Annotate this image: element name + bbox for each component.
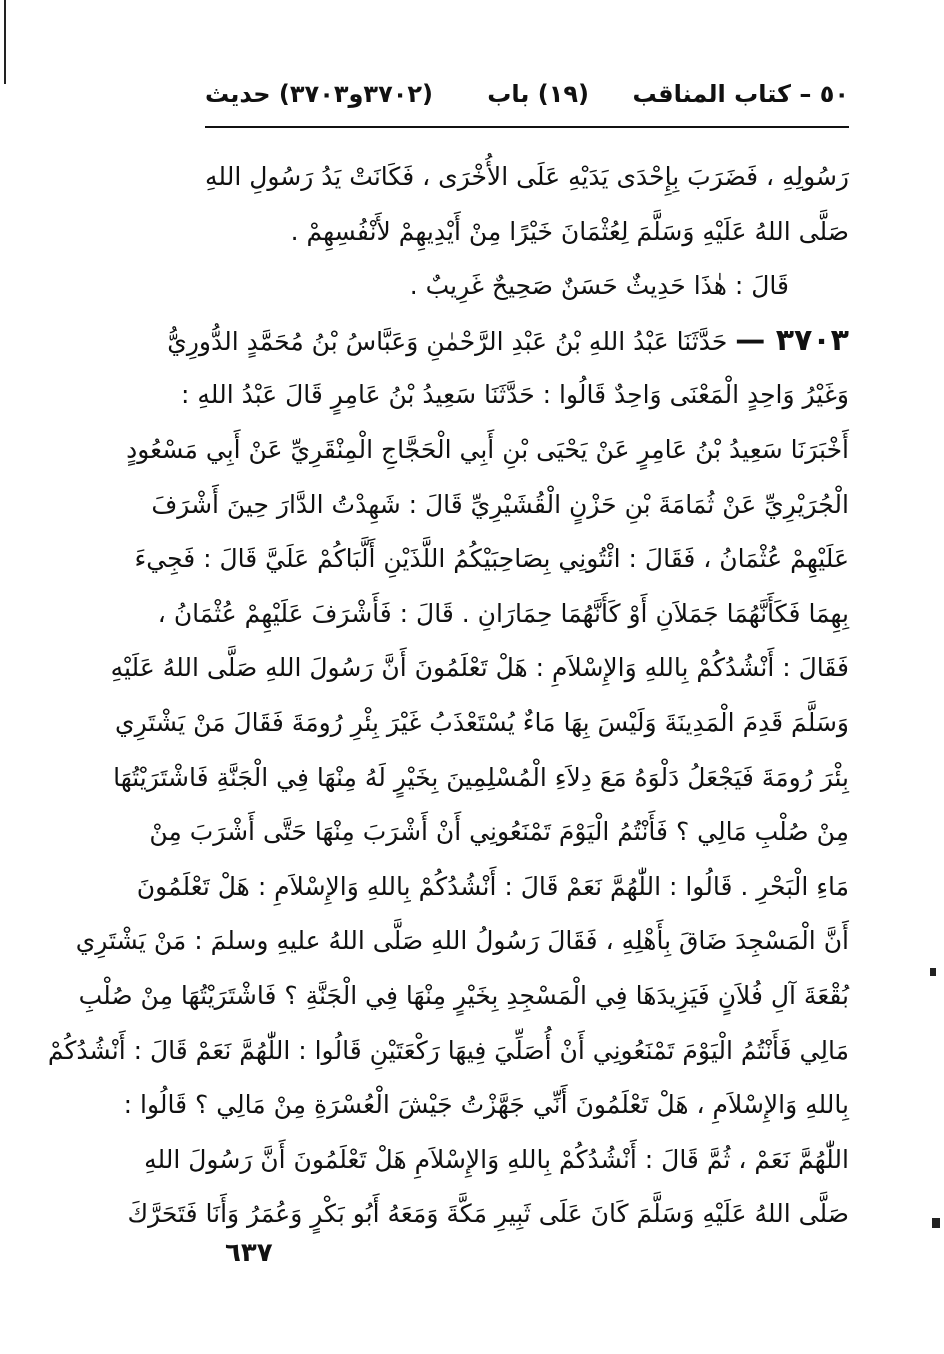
text-line: أَنَّ الْمَسْجِدَ ضَاقَ بِأَهْلِهِ ، فَقَالَ رَسُولُ اللهِ صَلَّى اللهُ عليهِ وسلمَ : مَنْ يَشْتَرِي: [75, 926, 849, 956]
page-number: ٦٣٧: [225, 1238, 273, 1268]
text-line: صَلَّى اللهُ عَلَيْهِ وَسَلَّمَ لِعُثْمَانَ خَيْرًا مِنْ أَيْدِيهِمْ لأَنْفُسِهِمْ .: [290, 216, 849, 246]
text-line: مَاءِ الْبَحْرِ . قَالُوا : اللّٰهُمَّ نَعَمْ قَالَ : أَنْشُدُكُمْ بِاللهِ وَالإِسْلاَمِ : هَلْ تَعْلَمُونَ: [136, 871, 849, 901]
text-line: بِهِمَا فَكَأَنَّهُمَا جَمَلاَنِ أَوْ كَأَنَّهُمَا حِمَارَانِ . قَالَ : فَأَشْرَفَ عَلَيْهِمْ عُثْمَانُ ،: [157, 598, 849, 628]
text-line: وَسَلَّمَ قَدِمَ الْمَدِينَةَ وَلَيْسَ بِهَا مَاءٌ يُسْتَعْذَبُ غَيْرَ بِئْرِ رُومَةَ فَقَالَ مَنْ يَشْتَرِي: [115, 707, 849, 737]
page-header: [205, 80, 849, 120]
text-line: بُقْعَةَ آلِ فُلاَنٍ فَيَزِيدَهَا فِي الْمَسْجِدِ بِخَيْرٍ مِنْهَا فِي الْجَنَّةِ ؟ فَاشْتَرَيْتُهَا مِنْ صُلْبِ: [78, 980, 849, 1010]
scan-edge-mark: [930, 968, 936, 976]
header-chapter: (١٩) باب: [487, 80, 589, 108]
hadith-number: ٣٧٠٣ —: [735, 322, 849, 358]
text-line: أَخْبَرَنَا سَعِيدُ بْنُ عَامِرٍ عَنْ يَحْيَى بْنِ أَبِي الْحَجَّاجِ الْمِنْقَرِيِّ عَنْ أَبِي مَسْعُودٍ: [126, 434, 849, 464]
text-line: بِئْرَ رُومَةَ فَيَجْعَلُ دَلْوَهُ مَعَ دِلاَءِ الْمُسْلِمِينَ بِخَيْرٍ لَهُ مِنْهَا فِي الْجَنَّةِ فَاشْتَرَيْتُهَا: [113, 762, 849, 792]
text-line: مَالِي فَأَنْتُمُ الْيَوْمَ تَمْنَعُونِي أَنْ أُصَلِّيَ فِيهَا رَكْعَتَيْنِ قَالُوا : اللّٰهُمَّ نَعَمْ قَالَ : أَنْشُدُكُمْ: [47, 1035, 849, 1065]
text-line: عَلَيْهِمْ عُثْمَانُ ، فَقَالَ : ائْتُونِي بِصَاحِبَيْكُمُ اللَّذَيْنِ أَلَّبَاكُمْ عَلَيَّ قَالَ : فَجِيءَ: [134, 544, 849, 574]
header-book-title: ٥٠ – كتاب المناقب: [632, 80, 849, 108]
text-line-content: حَدَّثَنَا عَبْدُ اللهِ بْنُ عَبْدِ الرَّحْمٰنِ وَعَبَّاسُ بْنُ مُحَمَّدٍ الدُّورِيُّ: [167, 326, 728, 356]
text-line: رَسُولِهِ ، فَضَرَبَ بِإِحْدَى يَدَيْهِ عَلَى الأُخْرَى ، فَكَانَتْ يَدُ رَسُولِ اللهِ: [205, 162, 849, 191]
text-line: قَالَ : هٰذَا حَدِيثٌ حَسَنٌ صَحِيحٌ غَرِيبٌ .: [409, 271, 789, 301]
text-line: صَلَّى اللهُ عَلَيْهِ وَسَلَّمَ كَانَ عَلَى ثَبِيرِ مَكَّةَ وَمَعَهُ أَبُو بَكْرٍ وَعُمَرُ وَأَنَا فَتَحَرَّكَ: [127, 1199, 849, 1229]
text-line: الْجُرَيْرِيِّ عَنْ ثُمَامَةَ بْنِ حَزْنٍ الْقُشَيْرِيِّ قَالَ : شَهِدْتُ الدَّارَ حِينَ أَشْرَفَ: [151, 489, 849, 519]
hadith-start-line: [167, 314, 849, 369]
text-line: فَقَالَ : أَنْشُدُكُمْ بِاللهِ وَالإِسْلاَمِ : هَلْ تَعْلَمُونَ أَنَّ رَسُولَ اللهِ صَلَّى اللهُ عَلَيْهِ: [110, 653, 849, 683]
header-hadith-range: (٣٧٠٢و٣٧٠٣) حديث: [205, 80, 433, 108]
text-line: وَغَيْرُ وَاحِدٍ الْمَعْنَى وَاحِدٌ قَالُوا : حَدَّثَنَا سَعِيدُ بْنُ عَامِرٍ قَالَ عَبْدُ اللهِ :: [181, 380, 849, 410]
scan-edge-line: [4, 0, 6, 84]
text-line: اللّٰهُمَّ نَعَمْ ، ثُمَّ قَالَ : أَنْشُدُكُمْ بِاللهِ وَالإِسْلاَمِ هَلْ تَعْلَمُونَ أَنَّ رَسُولَ اللهِ: [144, 1144, 849, 1174]
text-line: بِاللهِ وَالإِسْلاَمِ ، هَلْ تَعْلَمُونَ أَنِّي جَهَّزْتُ جَيْشَ الْعُسْرَةِ مِنْ مَالِي ؟ قَالُوا :: [123, 1090, 849, 1120]
scan-edge-mark: [932, 1218, 940, 1228]
header-rule: [205, 126, 849, 128]
body-text: [47, 150, 849, 1242]
text-line: مِنْ صُلْبِ مَالِي ؟ فَأَنْتُمُ الْيَوْمَ تَمْنَعُونِي أَنْ أَشْرَبَ مِنْهَا حَتَّى أَشْرَبَ مِنْ: [149, 817, 849, 847]
